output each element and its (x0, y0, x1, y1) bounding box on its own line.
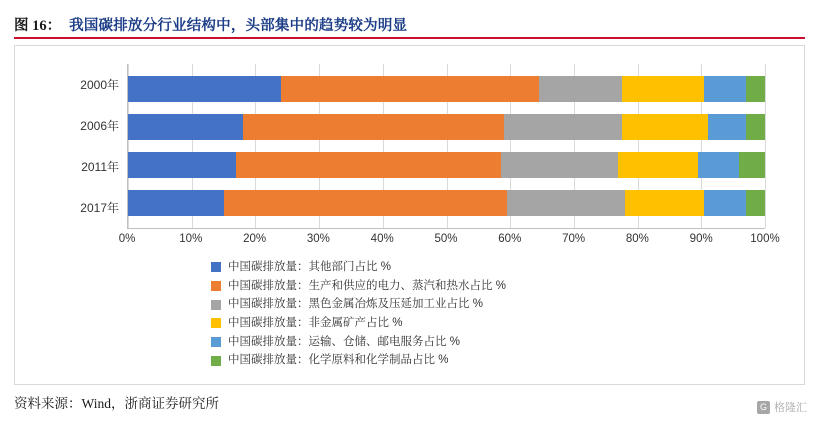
category-label: 2011年 (81, 160, 119, 175)
category-label: 2017年 (80, 201, 119, 216)
bar-segment (708, 114, 746, 140)
bar-segment (698, 152, 739, 178)
bar-segment (539, 76, 622, 102)
legend-label: 中国碳排放量：非金属矿产占比 % (228, 316, 403, 329)
legend-swatch-icon (211, 356, 221, 366)
bar-segment (704, 76, 745, 102)
legend-item[interactable] (211, 280, 806, 293)
source-note (14, 392, 805, 422)
bar-row (128, 152, 765, 178)
legend-swatch-icon (211, 300, 221, 310)
bar-segment (622, 76, 705, 102)
bar-segment (618, 152, 698, 178)
x-tick-label: 100% (750, 233, 780, 245)
bar-segment (236, 152, 500, 178)
bar-segment (243, 114, 504, 140)
bar-row (128, 190, 765, 216)
x-tick-label: 50% (434, 233, 458, 245)
page-title: 我国碳排放分行业结构中，头部集中的趋势较为明显 (69, 18, 408, 34)
legend-label: 中国碳排放量：运输、仓储、邮电服务占比 % (228, 335, 460, 348)
bar-segment (128, 190, 224, 216)
bar-row (128, 114, 765, 140)
gridline (765, 64, 766, 228)
figure-number: 图 16： (14, 18, 62, 34)
legend-item[interactable] (211, 298, 806, 311)
bar-segment (128, 76, 281, 102)
legend-swatch-icon (211, 337, 221, 347)
legend-swatch-icon (211, 262, 221, 272)
source-text: 资料来源：Wind，浙商证券研究所 (14, 396, 219, 411)
legend-label: 中国碳排放量：生产和供应的电力、蒸汽和热水占比 % (228, 279, 506, 292)
x-tick-label: 80% (625, 233, 649, 245)
watermark-logo-icon: G (757, 401, 770, 414)
plot-area (127, 64, 765, 229)
watermark-text: 格隆汇 (774, 402, 807, 414)
bar-segment (625, 190, 705, 216)
category-label: 2000年 (80, 77, 119, 92)
legend-swatch-icon (211, 318, 221, 328)
chart-legend (15, 261, 806, 367)
category-label: 2006年 (80, 118, 119, 133)
legend-label: 中国碳排放量：其他部门占比 % (228, 261, 391, 273)
legend-swatch-icon (211, 281, 221, 291)
figure-title (0, 0, 819, 35)
legend-label: 中国碳排放量：化学原料和化学制品占比 % (228, 354, 449, 367)
stacked-bars (128, 64, 765, 228)
bar-segment (704, 190, 745, 216)
bar-segment (224, 190, 507, 216)
bar-segment (622, 114, 708, 140)
bar-segment (507, 190, 625, 216)
legend-label: 中国碳排放量：黑色金属冶炼及压延加工业占比 % (228, 298, 483, 311)
x-tick-label: 10% (179, 233, 203, 245)
x-tick-label: 0% (118, 233, 136, 245)
bar-segment (128, 152, 236, 178)
bar-segment (128, 114, 243, 140)
bar-segment (746, 114, 765, 140)
x-tick-label: 60% (498, 233, 522, 245)
x-tick-label: 20% (243, 233, 267, 245)
bar-segment (746, 190, 765, 216)
bar-segment (281, 76, 539, 102)
category-axis (45, 64, 127, 229)
bar-row (128, 76, 765, 102)
x-axis (118, 231, 780, 251)
bar-segment (504, 114, 622, 140)
x-tick-label: 40% (370, 233, 394, 245)
legend-item[interactable] (211, 261, 806, 274)
legend-item[interactable] (211, 317, 806, 330)
bar-segment (746, 76, 765, 102)
title-divider (14, 37, 805, 39)
bar-segment (739, 152, 764, 178)
legend-item[interactable] (211, 354, 806, 367)
x-tick-label: 90% (689, 233, 713, 245)
bar-segment (501, 152, 619, 178)
x-tick-label: 70% (562, 233, 586, 245)
plot-wrapper (15, 54, 806, 254)
legend-item[interactable] (211, 336, 806, 349)
x-tick-label: 30% (306, 233, 330, 245)
chart-container (14, 45, 805, 385)
watermark (757, 399, 807, 415)
